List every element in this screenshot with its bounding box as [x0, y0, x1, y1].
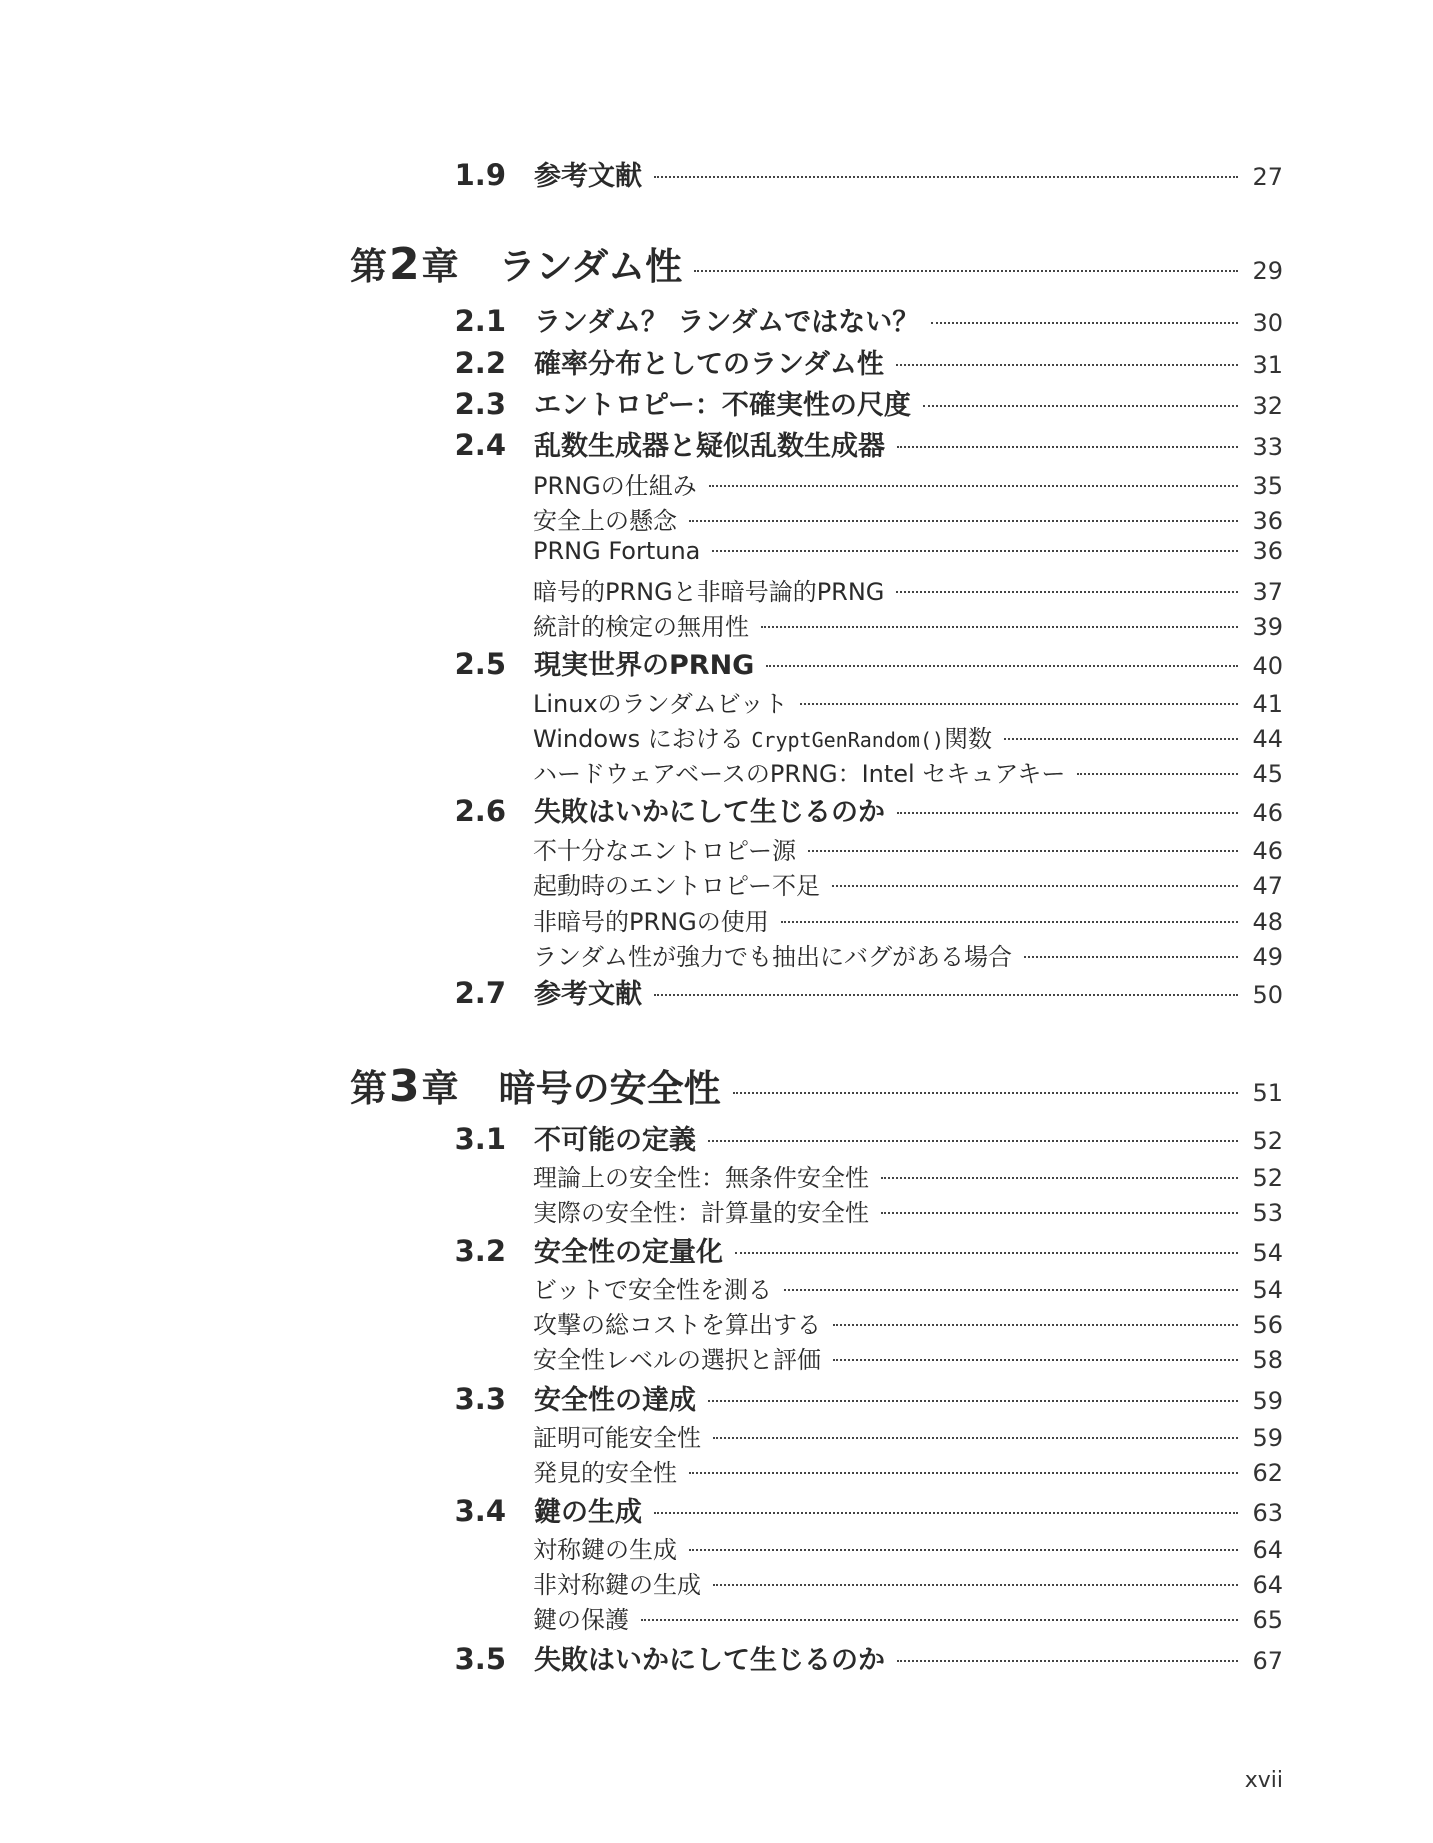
subsection-title: 鍵の保護	[533, 1606, 629, 1634]
toc-subsection-asymmetric-key[interactable]	[533, 1565, 1283, 1600]
page-number: 46	[1252, 837, 1283, 865]
subsection-title: 非対称鍵の生成	[533, 1571, 701, 1599]
page-number: 46	[1252, 799, 1283, 827]
toc-subsection-bits-security[interactable]	[533, 1270, 1283, 1305]
section-title: 乱数生成器と疑似乱数生成器	[534, 431, 885, 462]
page-number: 36	[1252, 537, 1283, 565]
toc-section-3-3[interactable]	[450, 1378, 1283, 1417]
dot-leader	[708, 1140, 1238, 1142]
dot-leader	[689, 1549, 1238, 1551]
toc-subsection-provable-security[interactable]	[533, 1418, 1283, 1453]
page-number: 32	[1252, 392, 1283, 420]
page-number: 40	[1252, 652, 1283, 680]
section-title: 安全性の達成	[534, 1385, 696, 1416]
chapter-number: 3	[389, 1061, 420, 1112]
title-text: Windows における	[533, 725, 752, 753]
subsection-title: 統計的検定の無用性	[533, 613, 749, 641]
dot-leader	[1077, 773, 1238, 775]
page-number: 52	[1252, 1164, 1283, 1192]
page-number: 37	[1252, 578, 1283, 606]
page-number: 53	[1252, 1199, 1283, 1227]
section-title: ランダム？ ランダムではない？	[534, 307, 920, 338]
page-number: 54	[1252, 1239, 1283, 1267]
toc-section-2-5[interactable]	[450, 643, 1283, 682]
section-title: 失敗はいかにして生じるのか	[534, 797, 885, 828]
dot-leader	[832, 885, 1238, 887]
toc-section-2-6[interactable]	[450, 790, 1283, 829]
page-number: 64	[1252, 1536, 1283, 1564]
dot-leader	[881, 1212, 1238, 1214]
section-number: 2.5	[454, 647, 506, 681]
section-number: 2.2	[454, 346, 506, 380]
chapter-suffix: 章	[421, 1067, 459, 1110]
dot-leader	[735, 1252, 1238, 1254]
subsection-title: 不十分なエントロピー源	[533, 837, 797, 865]
dot-leader	[897, 812, 1238, 814]
page-number: 54	[1252, 1276, 1283, 1304]
dot-leader	[1004, 738, 1238, 740]
section-title: 安全性の定量化	[534, 1237, 723, 1268]
page-number: 51	[1252, 1079, 1283, 1107]
toc-subsection-insufficient-entropy[interactable]	[533, 831, 1283, 866]
section-number: 2.7	[454, 976, 506, 1010]
toc-subsection-linux-random[interactable]	[533, 684, 1283, 719]
chapter-suffix: 章	[421, 245, 459, 288]
dot-leader	[654, 1512, 1238, 1514]
page-number: 36	[1252, 507, 1283, 535]
toc-subsection-prng-mechanism[interactable]	[533, 466, 1283, 501]
section-title: 現実世界のPRNG	[534, 650, 755, 681]
subsection-title: 証明可能安全性	[533, 1424, 701, 1452]
toc-subsection-noncrypto-prng[interactable]	[533, 902, 1283, 937]
subsection-title	[533, 719, 992, 754]
toc-subsection-statistical-tests[interactable]	[533, 607, 1283, 642]
toc-subsection-unconditional-security[interactable]	[533, 1158, 1283, 1193]
section-title: 参考文献	[534, 161, 642, 192]
section-title: 不可能の定義	[534, 1125, 696, 1156]
chapter-prefix: 第	[350, 1067, 387, 1110]
section-title: 鍵の生成	[534, 1497, 642, 1528]
page-number: 33	[1252, 433, 1283, 461]
page-folio: xvii	[1244, 1768, 1283, 1793]
toc-subsection-intel-secure-key[interactable]	[533, 754, 1283, 789]
dot-leader	[713, 1437, 1238, 1439]
page-number: 27	[1252, 163, 1283, 191]
page-number: 48	[1252, 908, 1283, 936]
dot-leader	[654, 176, 1238, 178]
toc-chapter-2[interactable]	[350, 236, 1283, 290]
subsection-title: 攻撃の総コストを算出する	[533, 1311, 821, 1339]
title-text-suffix: 関数	[944, 725, 993, 753]
page-number: 63	[1252, 1499, 1283, 1527]
dot-leader	[897, 446, 1238, 448]
dot-leader	[897, 1660, 1238, 1662]
toc-subsection-attack-cost[interactable]	[533, 1305, 1283, 1340]
section-number: 3.4	[454, 1494, 506, 1528]
subsection-title: PRNG Fortuna	[533, 537, 701, 565]
page-number: 30	[1252, 309, 1283, 337]
dot-leader	[808, 850, 1238, 852]
dot-leader	[712, 550, 1238, 552]
toc-section-2-4[interactable]	[450, 424, 1283, 463]
page-number: 58	[1252, 1346, 1283, 1374]
dot-leader	[1024, 956, 1238, 958]
subsection-title: 安全性レベルの選択と評価	[533, 1346, 821, 1374]
toc-subsection-windows-cryptgenrandom[interactable]	[533, 719, 1283, 754]
dot-leader	[713, 1584, 1238, 1586]
subsection-title: 安全上の懸念	[533, 507, 677, 535]
dot-leader	[781, 921, 1239, 923]
section-number: 3.2	[454, 1234, 506, 1268]
section-title: 参考文献	[534, 979, 642, 1010]
toc-subsection-security-concerns[interactable]	[533, 501, 1283, 536]
dot-leader	[800, 703, 1239, 705]
section-number: 3.5	[454, 1642, 506, 1676]
dot-leader	[931, 322, 1238, 324]
page-number: 64	[1252, 1571, 1283, 1599]
subsection-title: ランダム性が強力でも抽出にバグがある場合	[533, 943, 1013, 971]
dot-leader	[881, 1177, 1238, 1179]
subsection-title: 対称鍵の生成	[533, 1536, 677, 1564]
title-code: CryptGenRandom()	[751, 728, 945, 752]
toc-subsection-boot-entropy[interactable]	[533, 866, 1283, 901]
toc-section-3-4[interactable]	[450, 1490, 1283, 1529]
section-number: 2.6	[454, 794, 506, 828]
page-number: 62	[1252, 1459, 1283, 1487]
section-number: 2.4	[454, 428, 506, 462]
page-number: 47	[1252, 872, 1283, 900]
subsection-title: 起動時のエントロピー不足	[533, 872, 821, 900]
dot-leader	[923, 405, 1239, 407]
page-number: 50	[1252, 981, 1283, 1009]
section-number: 2.1	[454, 304, 506, 338]
toc-section-3-5[interactable]	[450, 1638, 1283, 1677]
toc-subsection-key-protection[interactable]	[533, 1600, 1283, 1635]
toc-subsection-heuristic-security[interactable]	[533, 1453, 1283, 1488]
subsection-title: 非暗号的PRNGの使用	[533, 908, 769, 936]
dot-leader	[689, 520, 1238, 522]
page-number: 44	[1252, 725, 1283, 753]
dot-leader	[641, 1619, 1238, 1621]
toc-section-1-9[interactable]	[450, 154, 1283, 193]
toc-section-2-1[interactable]	[450, 300, 1283, 339]
dot-leader	[708, 1400, 1238, 1402]
section-number: 3.1	[454, 1122, 506, 1156]
page-number: 56	[1252, 1311, 1283, 1339]
section-title: 確率分布としてのランダム性	[534, 349, 884, 380]
toc-subsection-security-level[interactable]	[533, 1340, 1283, 1375]
page-number: 65	[1252, 1606, 1283, 1634]
page-number: 41	[1252, 690, 1283, 718]
dot-leader	[833, 1359, 1238, 1361]
toc-subsection-crypto-prng[interactable]	[533, 572, 1283, 607]
toc-subsection-symmetric-key[interactable]	[533, 1530, 1283, 1565]
section-number: 1.9	[454, 158, 506, 192]
subsection-title: 発見的安全性	[533, 1459, 677, 1487]
chapter-number: 2	[389, 239, 420, 290]
page-number: 45	[1252, 760, 1283, 788]
dot-leader	[733, 1092, 1239, 1094]
subsection-title: ビットで安全性を測る	[533, 1276, 773, 1304]
dot-leader	[761, 626, 1238, 628]
chapter-prefix: 第	[350, 245, 387, 288]
chapter-title: ランダム性	[498, 245, 683, 288]
dot-leader	[689, 1472, 1238, 1474]
dot-leader	[694, 270, 1238, 272]
section-number: 3.3	[454, 1382, 506, 1416]
page-number: 31	[1252, 351, 1283, 379]
section-title: 失敗はいかにして生じるのか	[534, 1645, 885, 1676]
toc-subsection-prng-fortuna[interactable]	[533, 537, 1283, 565]
subsection-title: Linuxのランダムビット	[533, 690, 788, 718]
dot-leader	[709, 485, 1239, 487]
toc-section-3-1[interactable]	[450, 1118, 1283, 1157]
toc-chapter-3[interactable]	[350, 1058, 1283, 1112]
section-number: 2.3	[454, 387, 506, 421]
dot-leader	[896, 364, 1239, 366]
subsection-title: 理論上の安全性：無条件安全性	[533, 1164, 869, 1192]
subsection-title: 実際の安全性：計算量的安全性	[533, 1199, 869, 1227]
toc-section-3-2[interactable]	[450, 1230, 1283, 1269]
dot-leader	[833, 1324, 1238, 1326]
page-number: 59	[1252, 1387, 1283, 1415]
page-number: 49	[1252, 943, 1283, 971]
section-title: エントロピー：不確実性の尺度	[534, 390, 911, 421]
dot-leader	[766, 665, 1238, 667]
page-number: 67	[1252, 1647, 1283, 1675]
subsection-title: ハードウェアベースのPRNG：Intel セキュアキー	[533, 760, 1066, 788]
page-number: 59	[1252, 1424, 1283, 1452]
toc-section-2-7[interactable]	[450, 972, 1283, 1011]
dot-leader	[784, 1289, 1238, 1291]
toc-section-2-2[interactable]	[450, 342, 1283, 381]
toc-subsection-sampling-bug[interactable]	[533, 937, 1283, 972]
toc-section-2-3[interactable]	[450, 383, 1283, 422]
page-number: 29	[1252, 257, 1283, 285]
subsection-title: 暗号的PRNGと非暗号論的PRNG	[533, 578, 885, 606]
toc-subsection-computational-security[interactable]	[533, 1193, 1283, 1228]
page-number: 39	[1252, 613, 1283, 641]
chapter-title: 暗号の安全性	[498, 1067, 721, 1110]
page-number: 52	[1252, 1127, 1283, 1155]
dot-leader	[896, 591, 1238, 593]
subsection-title: PRNGの仕組み	[533, 472, 697, 500]
dot-leader	[654, 994, 1238, 996]
page-number: 35	[1252, 472, 1283, 500]
